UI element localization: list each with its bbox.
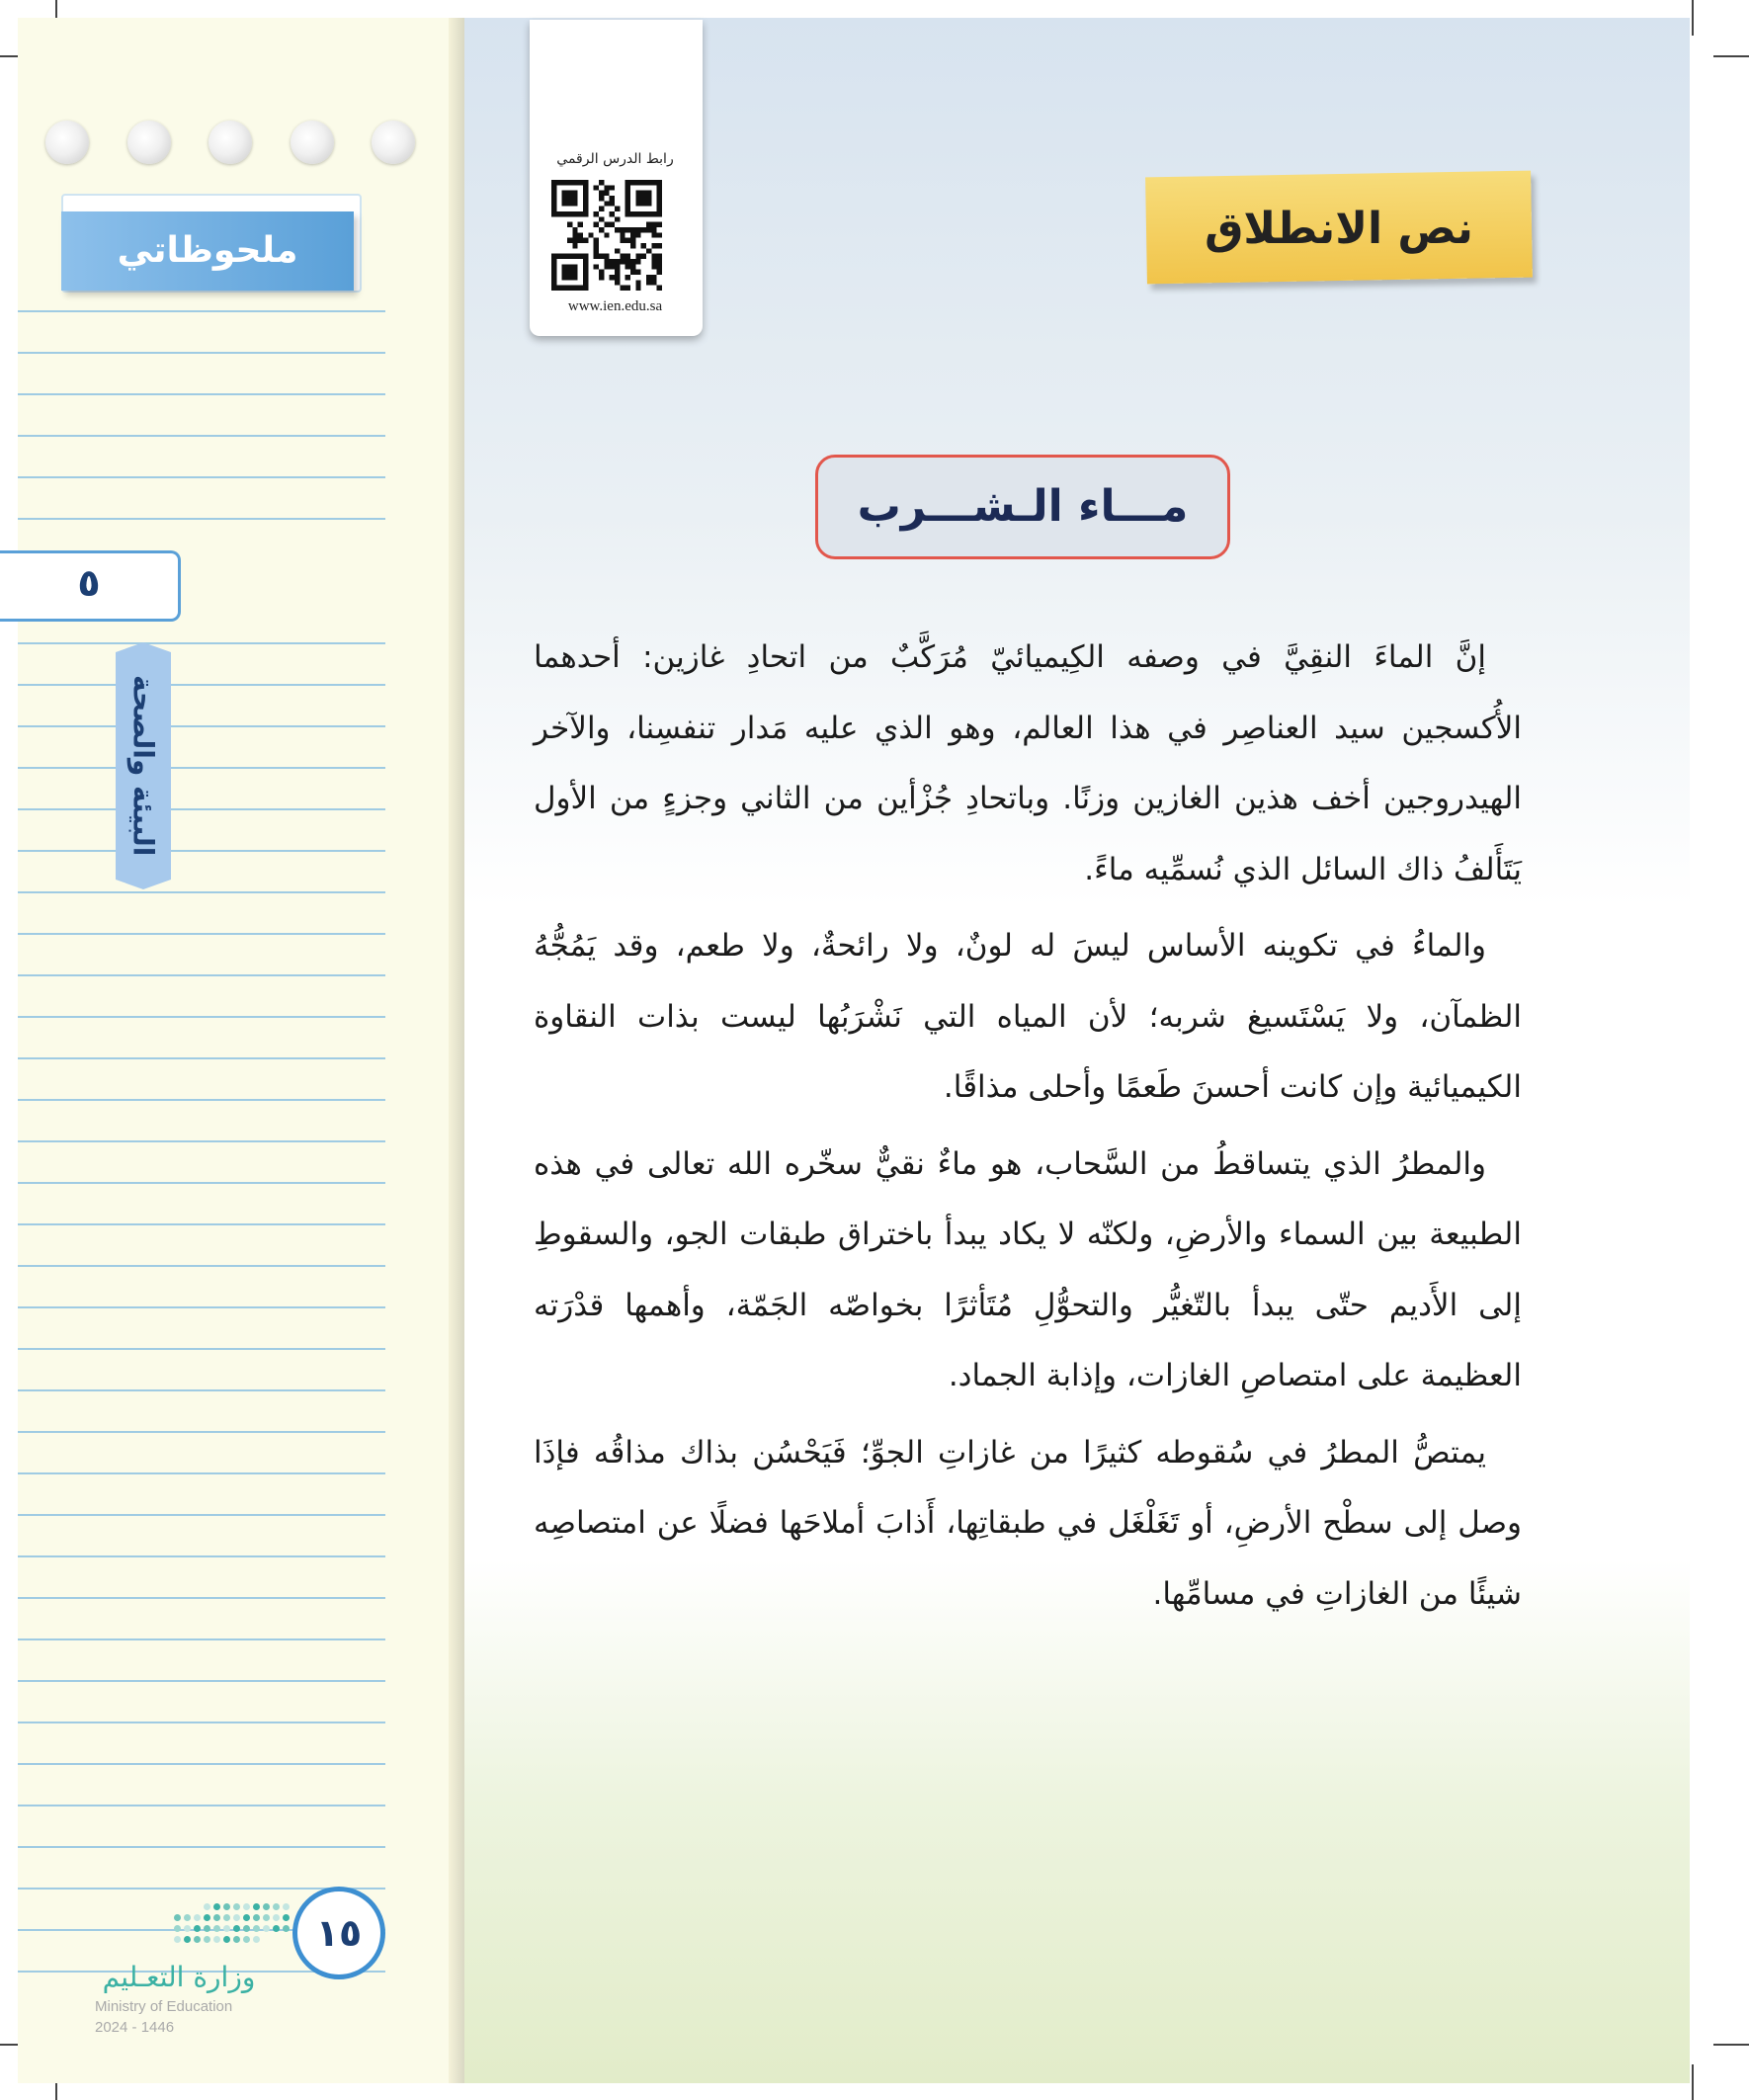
binder-hole — [127, 121, 171, 164]
logo-dot — [213, 1936, 220, 1943]
ruled-line — [18, 1348, 385, 1350]
ruled-line — [18, 850, 385, 852]
ruled-line — [18, 476, 385, 478]
lesson-title: مـــاء الـشـــرب — [857, 481, 1189, 532]
ruled-line — [18, 808, 385, 810]
logo-dot — [233, 1936, 240, 1943]
ruled-line — [18, 518, 385, 520]
logo-dot — [243, 1936, 250, 1943]
logo-dot — [263, 1903, 270, 1910]
unit-title-wrap — [116, 642, 171, 889]
ruled-line — [18, 1057, 385, 1059]
ministry-name-arabic: وزارة التعـليم — [102, 1961, 256, 1993]
logo-dot — [194, 1925, 201, 1932]
ruled-line — [18, 1099, 385, 1101]
ruled-line — [18, 435, 385, 437]
ruled-line — [18, 1514, 385, 1516]
qr-code-icon[interactable] — [551, 180, 662, 291]
logo-dot — [223, 1936, 230, 1943]
logo-dot — [283, 1925, 290, 1932]
ruled-line — [18, 974, 385, 976]
paragraph: والماءُ في تكوينه الأساس ليسَ له لونٌ، ولا رائحةٌ، ولا طعم، وقد يَمُجُّهُ الظمآن، ولا يَسْتَسيغ شربه؛ لأن المياه التي نَشْرَبُها ليست بذات النقاوة الكيميائية وإن كانت أحسنَ طَعمًا وأحلى مذاقًا. — [534, 928, 1522, 1105]
logo-dot — [273, 1903, 280, 1910]
lesson-text — [534, 623, 1522, 1636]
logo-dot — [213, 1914, 220, 1921]
logo-dot — [283, 1903, 290, 1910]
ruled-line — [18, 891, 385, 893]
ruled-line — [18, 1016, 385, 1018]
ruled-line — [18, 767, 385, 769]
ruled-line — [18, 642, 385, 644]
notes-column-edge — [449, 18, 464, 2083]
logo-dot — [243, 1914, 250, 1921]
ruled-line — [18, 1265, 385, 1267]
ministry-name-english: Ministry of Education — [95, 1998, 233, 2015]
unit-number: ٥ — [77, 561, 101, 605]
logo-dot — [243, 1903, 250, 1910]
paragraph: والمطرُ الذي يتساقطُ من السَّحاب، هو ماءٌ نقيٌّ سخّره الله تعالى في هذه الطبيعة بين السماء والأرضِ، ولكنّه لا يكاد يبدأ باختراق طبقات الجو، والسقوطِ إلى الأَديم حتّى يبدأ بالتّغيُّر والتحوُّلِ مُتَأثرًا بخواصّه الجَمّة، وأهمها قدْرَته العظيمة على امتصاصِ الغازات، وإذابة الجماد. — [534, 1145, 1522, 1393]
logo-dot — [223, 1903, 230, 1910]
logo-dot — [174, 1914, 181, 1921]
ruled-line — [18, 933, 385, 935]
ruled-line — [18, 352, 385, 354]
logo-dot — [174, 1925, 181, 1932]
ruled-line — [18, 1182, 385, 1184]
ruled-line — [18, 1722, 385, 1723]
ruled-line — [18, 1680, 385, 1682]
logo-dot — [174, 1936, 181, 1943]
logo-dot — [273, 1925, 280, 1932]
logo-dot — [204, 1936, 210, 1943]
logo-dot — [243, 1925, 250, 1932]
crop-mark — [1692, 2064, 1694, 2100]
logo-dot — [204, 1925, 210, 1932]
logo-dot — [194, 1936, 201, 1943]
qr-url[interactable]: www.ien.edu.sa — [567, 298, 663, 314]
ruled-line — [18, 1555, 385, 1557]
logo-dot — [213, 1925, 220, 1932]
binder-hole — [372, 121, 415, 164]
crop-mark — [1713, 2044, 1749, 2046]
ruled-line — [18, 1223, 385, 1225]
binder-hole — [291, 121, 334, 164]
logo-dot — [204, 1914, 210, 1921]
logo-dot — [223, 1914, 230, 1921]
ruled-line — [18, 1805, 385, 1806]
unit-title: البيئة والصحة — [126, 675, 160, 857]
ruled-line — [18, 1140, 385, 1142]
ruled-line — [18, 1306, 385, 1308]
logo-dot — [253, 1925, 260, 1932]
ministry-year: 2024 - 1446 — [95, 2019, 175, 2036]
ruled-line — [18, 1597, 385, 1599]
logo-dot — [184, 1936, 191, 1943]
logo-dot — [283, 1914, 290, 1921]
paragraph: يمتصُّ المطرُ في سُقوطه كثيرًا من غازاتِ الجوِّ؛ فَيَحْسُن بذاك مذاقُه فإذَا وصل إلى سطْح الأرضِ، أو تَغَلْغَل في طبقاتِها، أَذابَ أملاحَها فضلًا عن امتصاصِه شيئًا من الغازاتِ في مسامِّها. — [534, 1434, 1522, 1612]
qr-label: رابط الدرس الرقمي — [556, 151, 674, 167]
ruled-line — [18, 1431, 385, 1433]
logo-dot — [194, 1914, 201, 1921]
logo-dot — [253, 1914, 260, 1921]
ruled-line — [18, 725, 385, 727]
logo-dot — [263, 1925, 270, 1932]
logo-dot — [253, 1903, 260, 1910]
binder-hole — [45, 121, 89, 164]
section-title: نص الانطلاق — [1205, 204, 1473, 254]
logo-dot — [233, 1914, 240, 1921]
notes-column — [18, 18, 464, 2083]
page-number: ١٥ — [315, 1911, 363, 1955]
ruled-line — [18, 310, 385, 312]
logo-dot — [213, 1903, 220, 1910]
ruled-line — [18, 1846, 385, 1848]
logo-dot — [184, 1914, 191, 1921]
logo-dot — [223, 1925, 230, 1932]
logo-dot — [233, 1925, 240, 1932]
crop-mark — [1713, 55, 1749, 57]
paragraph: إنَّ الماءَ النقِيَّ في وصفه الكِيميائيّ مُرَكَّبٌ من اتحادِ غازين: أحدهما الأُكسجين سيد العناصِر في هذا العالم، وهو الذي عليه مَدار تنفسِنا، والآخر الهيدروجين أخف هذين الغازين وزنًا. وباتحادِ جُزْأين من الثاني وجزءٍ من الأول يَتَأَلفُ ذاك السائل الذي نُسمِّيه ماءً. — [534, 639, 1522, 887]
logo-dot — [233, 1903, 240, 1910]
ruled-line — [18, 393, 385, 395]
ruled-line — [18, 1763, 385, 1765]
logo-dot — [263, 1914, 270, 1921]
ministry-logo-icon — [174, 1903, 292, 1949]
ruled-line — [18, 684, 385, 686]
logo-dot — [253, 1936, 260, 1943]
logo-dot — [273, 1914, 280, 1921]
ruled-line — [18, 1389, 385, 1391]
crop-mark — [1692, 0, 1694, 36]
ruled-line — [18, 1472, 385, 1474]
notes-title: ملحوظاتي — [61, 211, 354, 291]
ruled-line — [18, 1638, 385, 1640]
binder-hole — [208, 121, 252, 164]
logo-dot — [204, 1903, 210, 1910]
logo-dot — [184, 1925, 191, 1932]
